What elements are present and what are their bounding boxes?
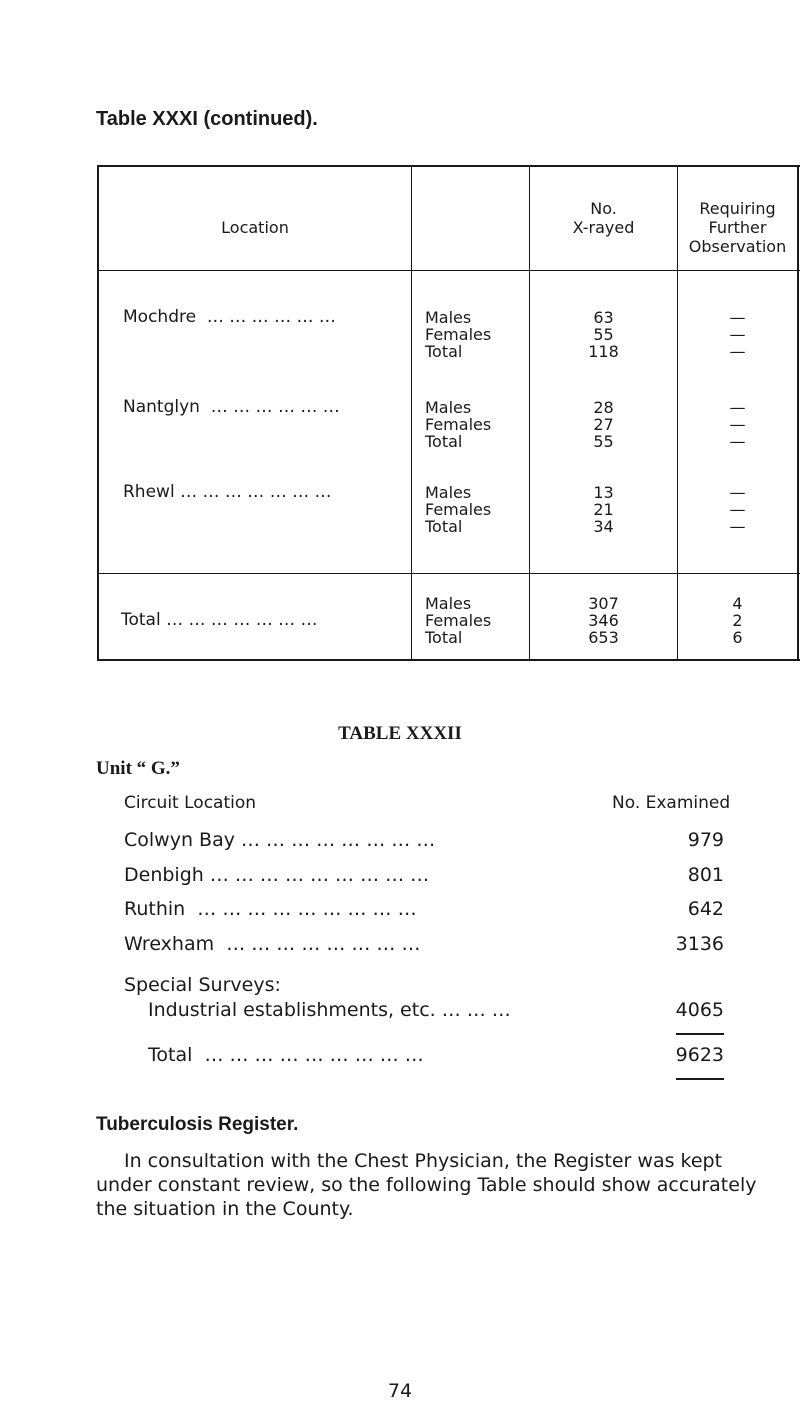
requiring-value: 4 [732,594,743,613]
sex-label: Males [425,594,472,613]
requiring-value: — [729,325,746,344]
location-name: Mochdre … … … … … … [123,307,336,327]
location-name: Nantglyn … … … … … … [123,397,340,417]
column-circuit-location: Circuit Location [124,793,257,813]
circuit-location: Industrial establishments, etc. … … … [148,999,511,1021]
table-bottom-border [97,659,800,661]
requiring-value: — [729,415,746,434]
xrayed-value: 118 [588,342,619,361]
sex-label: Females [425,325,492,344]
table-right-border [797,165,799,661]
sex-label: Total [425,517,463,536]
sex-label: Total [425,432,463,451]
total-rule [676,1078,724,1080]
requiring-value: — [729,517,746,536]
table-xxxi [97,165,800,661]
requiring-value: 2 [732,611,743,630]
circuit-location: Ruthin … … … … … … … … … [124,898,417,920]
location-name: Rhewl … … … … … … … [123,482,332,502]
xrayed-value: 34 [593,517,614,536]
register-heading: Tuberculosis Register. [96,1114,299,1135]
circuit-location: Total … … … … … … … … … [148,1044,424,1066]
unit-label: Unit “ G.” [96,758,180,779]
header-requiring: Requiring Further Observation [688,199,787,256]
header-location: Location [221,218,289,237]
page-number: 74 [387,1380,413,1402]
location-name: Total … … … … … … … [121,610,318,630]
circuit-location: Colwyn Bay … … … … … … … … [124,829,436,851]
no-examined: 642 [687,898,724,920]
circuit-location: Wrexham … … … … … … … … [124,933,421,955]
requiring-value: — [729,398,746,417]
requiring-value: — [729,432,746,451]
xrayed-value: 63 [593,308,614,327]
sex-label: Total [425,628,463,647]
xrayed-value: 653 [588,628,619,647]
sex-label: Males [425,398,472,417]
sex-label: Females [425,415,492,434]
xrayed-value: 21 [593,500,614,519]
register-text: In consultation with the Chest Physician, the Register was kept under constant review, so the following Table should show accurately the situation in the County. [96,1150,757,1220]
header-divider [97,270,800,271]
no-examined: 9623 [675,1044,724,1066]
total-divider [97,573,800,574]
circuit-location: Denbigh … … … … … … … … … [124,864,430,886]
column-divider [411,165,412,661]
xrayed-value: 55 [593,325,614,344]
table-xxxii-title: TABLE XXXII [338,723,462,744]
requiring-value: 6 [732,628,743,647]
page-heading: Table XXXI (continued). [96,108,318,130]
xrayed-value: 307 [588,594,619,613]
table-top-border [97,165,800,167]
requiring-value: — [729,308,746,327]
sex-label: Total [425,342,463,361]
no-examined: 801 [687,864,724,886]
xrayed-value: 346 [588,611,619,630]
sex-label: Males [425,308,472,327]
sum-rule [676,1033,724,1035]
sex-label: Females [425,611,492,630]
header-xrayed: No. X-rayed [572,199,635,237]
xrayed-value: 27 [593,415,614,434]
xrayed-value: 55 [593,432,614,451]
sex-label: Males [425,483,472,502]
register-paragraph [96,1149,776,1221]
special-surveys-label: Special Surveys: [124,974,281,996]
no-examined: 3136 [675,933,724,955]
no-examined: 979 [687,829,724,851]
requiring-value: — [729,483,746,502]
xrayed-value: 13 [593,483,614,502]
xrayed-value: 28 [593,398,614,417]
requiring-value: — [729,500,746,519]
column-no-examined: No. Examined [612,793,731,813]
sex-label: Females [425,500,492,519]
requiring-value: — [729,342,746,361]
no-examined: 4065 [675,999,724,1021]
table-left-border [97,165,99,661]
